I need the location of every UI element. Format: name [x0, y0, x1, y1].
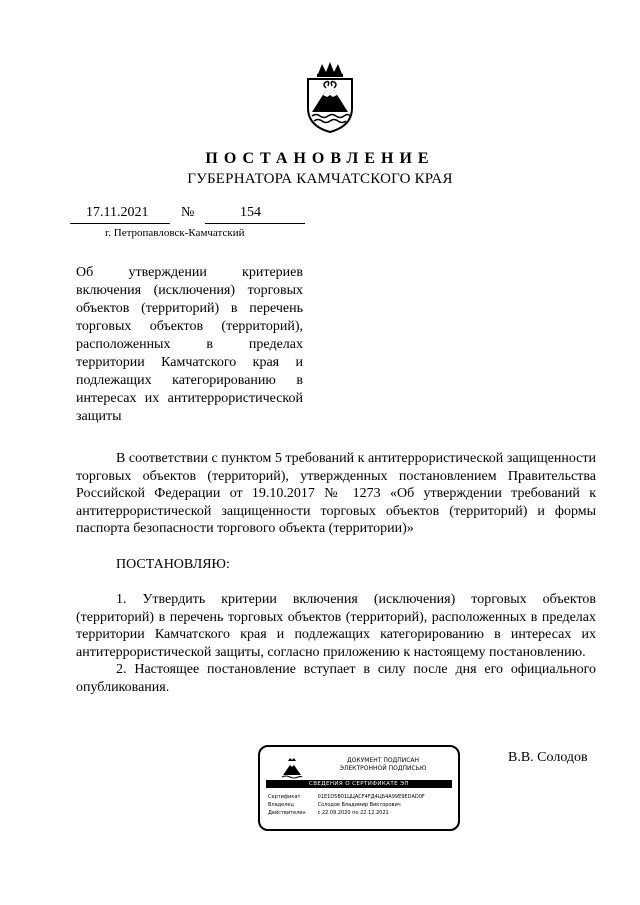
preamble-paragraph: В соответствии с пунктом 5 требований к антитеррористической защищенности торговых объектов (территорий), утвержденных постановлением Правительства Российской Федерации от 19.10.2017 № 1273 «Об утверждении требований к антитеррористической защищенности торговых объектов (территорий) и формы паспорта безопасности торгового объекта (территории)»	[76, 451, 596, 536]
stamp-row-label: Сертификат	[268, 794, 301, 800]
decree-heading: ПОСТАНОВЛЯЮ:	[116, 556, 230, 572]
stamp-row-value: Солодов Владимир Викторович	[317, 802, 401, 808]
document-number: 154	[240, 205, 261, 220]
signer-name: В.В. Солодов	[508, 750, 588, 765]
stamp-heading-line-2: ЭЛЕКТРОННОЙ ПОДПИСЬЮ	[339, 765, 427, 772]
document-body	[76, 450, 596, 696]
stamp-row-label: Действителен	[268, 810, 306, 816]
stamp-row-owner	[268, 801, 425, 809]
stamp-row-validity	[268, 809, 425, 817]
number-underline	[205, 223, 305, 224]
document-date: 17.11.2021	[86, 205, 149, 220]
stamp-row-value: 01Е1D5В01ЦЦАСF4FД4ЦБ4А99Е9ЕDАD0F	[317, 794, 425, 800]
document-title: ПОСТАНОВЛЕНИЕ	[205, 150, 435, 167]
stamp-certificate-bar: СВЕДЕНИЯ О СЕРТИФИКАТЕ ЭП	[266, 780, 452, 788]
issuer-subtitle: ГУБЕРНАТОРА КАМЧАТСКОГО КРАЯ	[187, 171, 453, 187]
electronic-signature-stamp	[258, 745, 460, 831]
number-sign: №	[181, 205, 195, 220]
stamp-row-certificate	[268, 793, 425, 801]
stamp-heading-line-1: ДОКУМЕНТ ПОДПИСАН	[346, 757, 420, 764]
stamp-heading	[318, 757, 448, 773]
date-underline	[70, 223, 170, 224]
item-1-paragraph: 1. Утвердить критерии включения (исключения) торговых объектов (территорий) в перечень торговых объектов (территорий), расположенных в пределах территории Камчатского края и подлежащих категорированию в интересах их антитеррористической защиты, согласно приложению к настоящему постановлению.	[76, 592, 596, 660]
document-subject: Об утверждении критериев включения (исключения) торговых объектов (территорий) в перечень торговых объектов (территорий), расположенных в пределах территории Камчатского края и подлежащих категорированию в интересах их антитеррористической защиты	[76, 265, 303, 424]
stamp-row-label: Владелец	[268, 802, 294, 808]
item-2-paragraph: 2. Настоящее постановление вступает в силу после дня его официального опубликования.	[76, 662, 596, 695]
document-city: г. Петропавловск-Камчатский	[105, 227, 245, 239]
stamp-coat-of-arms-icon	[280, 757, 304, 779]
stamp-row-value: с 22.09.2020 по 22.12.2021	[317, 810, 389, 816]
stamp-details	[268, 793, 425, 817]
kamchatka-coat-of-arms-icon	[300, 60, 360, 135]
